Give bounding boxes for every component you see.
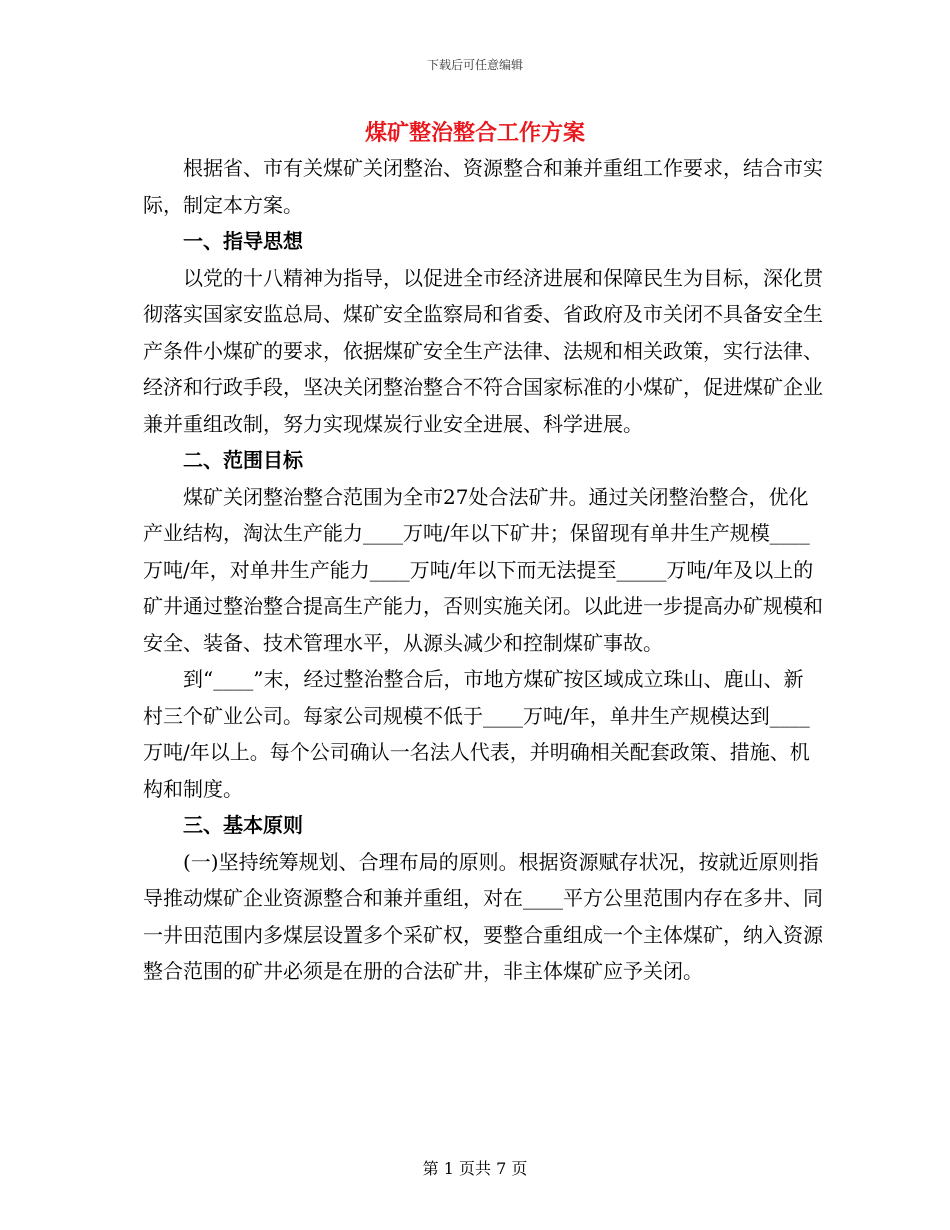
section-heading: 二、范围目标 bbox=[183, 448, 303, 472]
section-heading: 一、指导思想 bbox=[183, 229, 303, 253]
document-title: 煤矿整治整合工作方案 bbox=[364, 120, 585, 146]
page-header: 下载后可任意编辑 bbox=[426, 58, 523, 72]
paragraph: 以党的十八精神为指导，以促进全市经济进展和保障民生为目标，深化贯彻落实国家安监总局、煤矿安全监察局和省委、省政府及市关闭不具备安全生产条件小煤矿的要求，依据煤矿安全生产法律、法规和相关政策，实行法律、经济和行政手段，坚决关闭整治整合不符合国家标准的小煤矿，促进煤矿企业兼并重组改制，努力实现煤炭行业安全进展、科学进展。 bbox=[143, 265, 823, 436]
document-body bbox=[143, 150, 823, 990]
page-footer: 第 1 页共 7 页 bbox=[422, 1159, 528, 1178]
paragraph: 到“____”末，经过整治整合后，市地方煤矿按区域成立珠山、鹿山、新村三个矿业公司。每家公司规模不低于____万吨/年，单井生产规模达到____万吨/年以上。每个公司确认一名法人代表，并明确相关配套政策、措施、机构和制度。 bbox=[143, 667, 810, 801]
paragraph: (一)坚持统筹规划、合理布局的原则。根据资源赋存状况，按就近原则指导推动煤矿企业资源整合和兼并重组，对在____平方公里范围内存在多井、同一井田范围内多煤层设置多个采矿权，要整合重组成一个主体煤矿，纳入资源整合范围的矿井必须是在册的合法矿井，非主体煤矿应予关闭。 bbox=[143, 849, 823, 983]
paragraph: 根据省、市有关煤矿关闭整治、资源整合和兼并重组工作要求，结合市实际，制定本方案。 bbox=[143, 156, 823, 217]
section-heading: 三、基本原则 bbox=[183, 813, 303, 837]
paragraph: 煤矿关闭整治整合范围为全市27处合法矿井。通过关闭整治整合，优化产业结构，淘汰生产能力____万吨/年以下矿井；保留现有单井生产规模____万吨/年，对单井生产能力____万吨/年以下而无法提至_____万吨/年及以上的矿井通过整治整合提高生产能力，否则实施关闭。以此进一步提高办矿规模和安全、装备、技术管理水平，从源头减少和控制煤矿事故。 bbox=[143, 484, 823, 655]
